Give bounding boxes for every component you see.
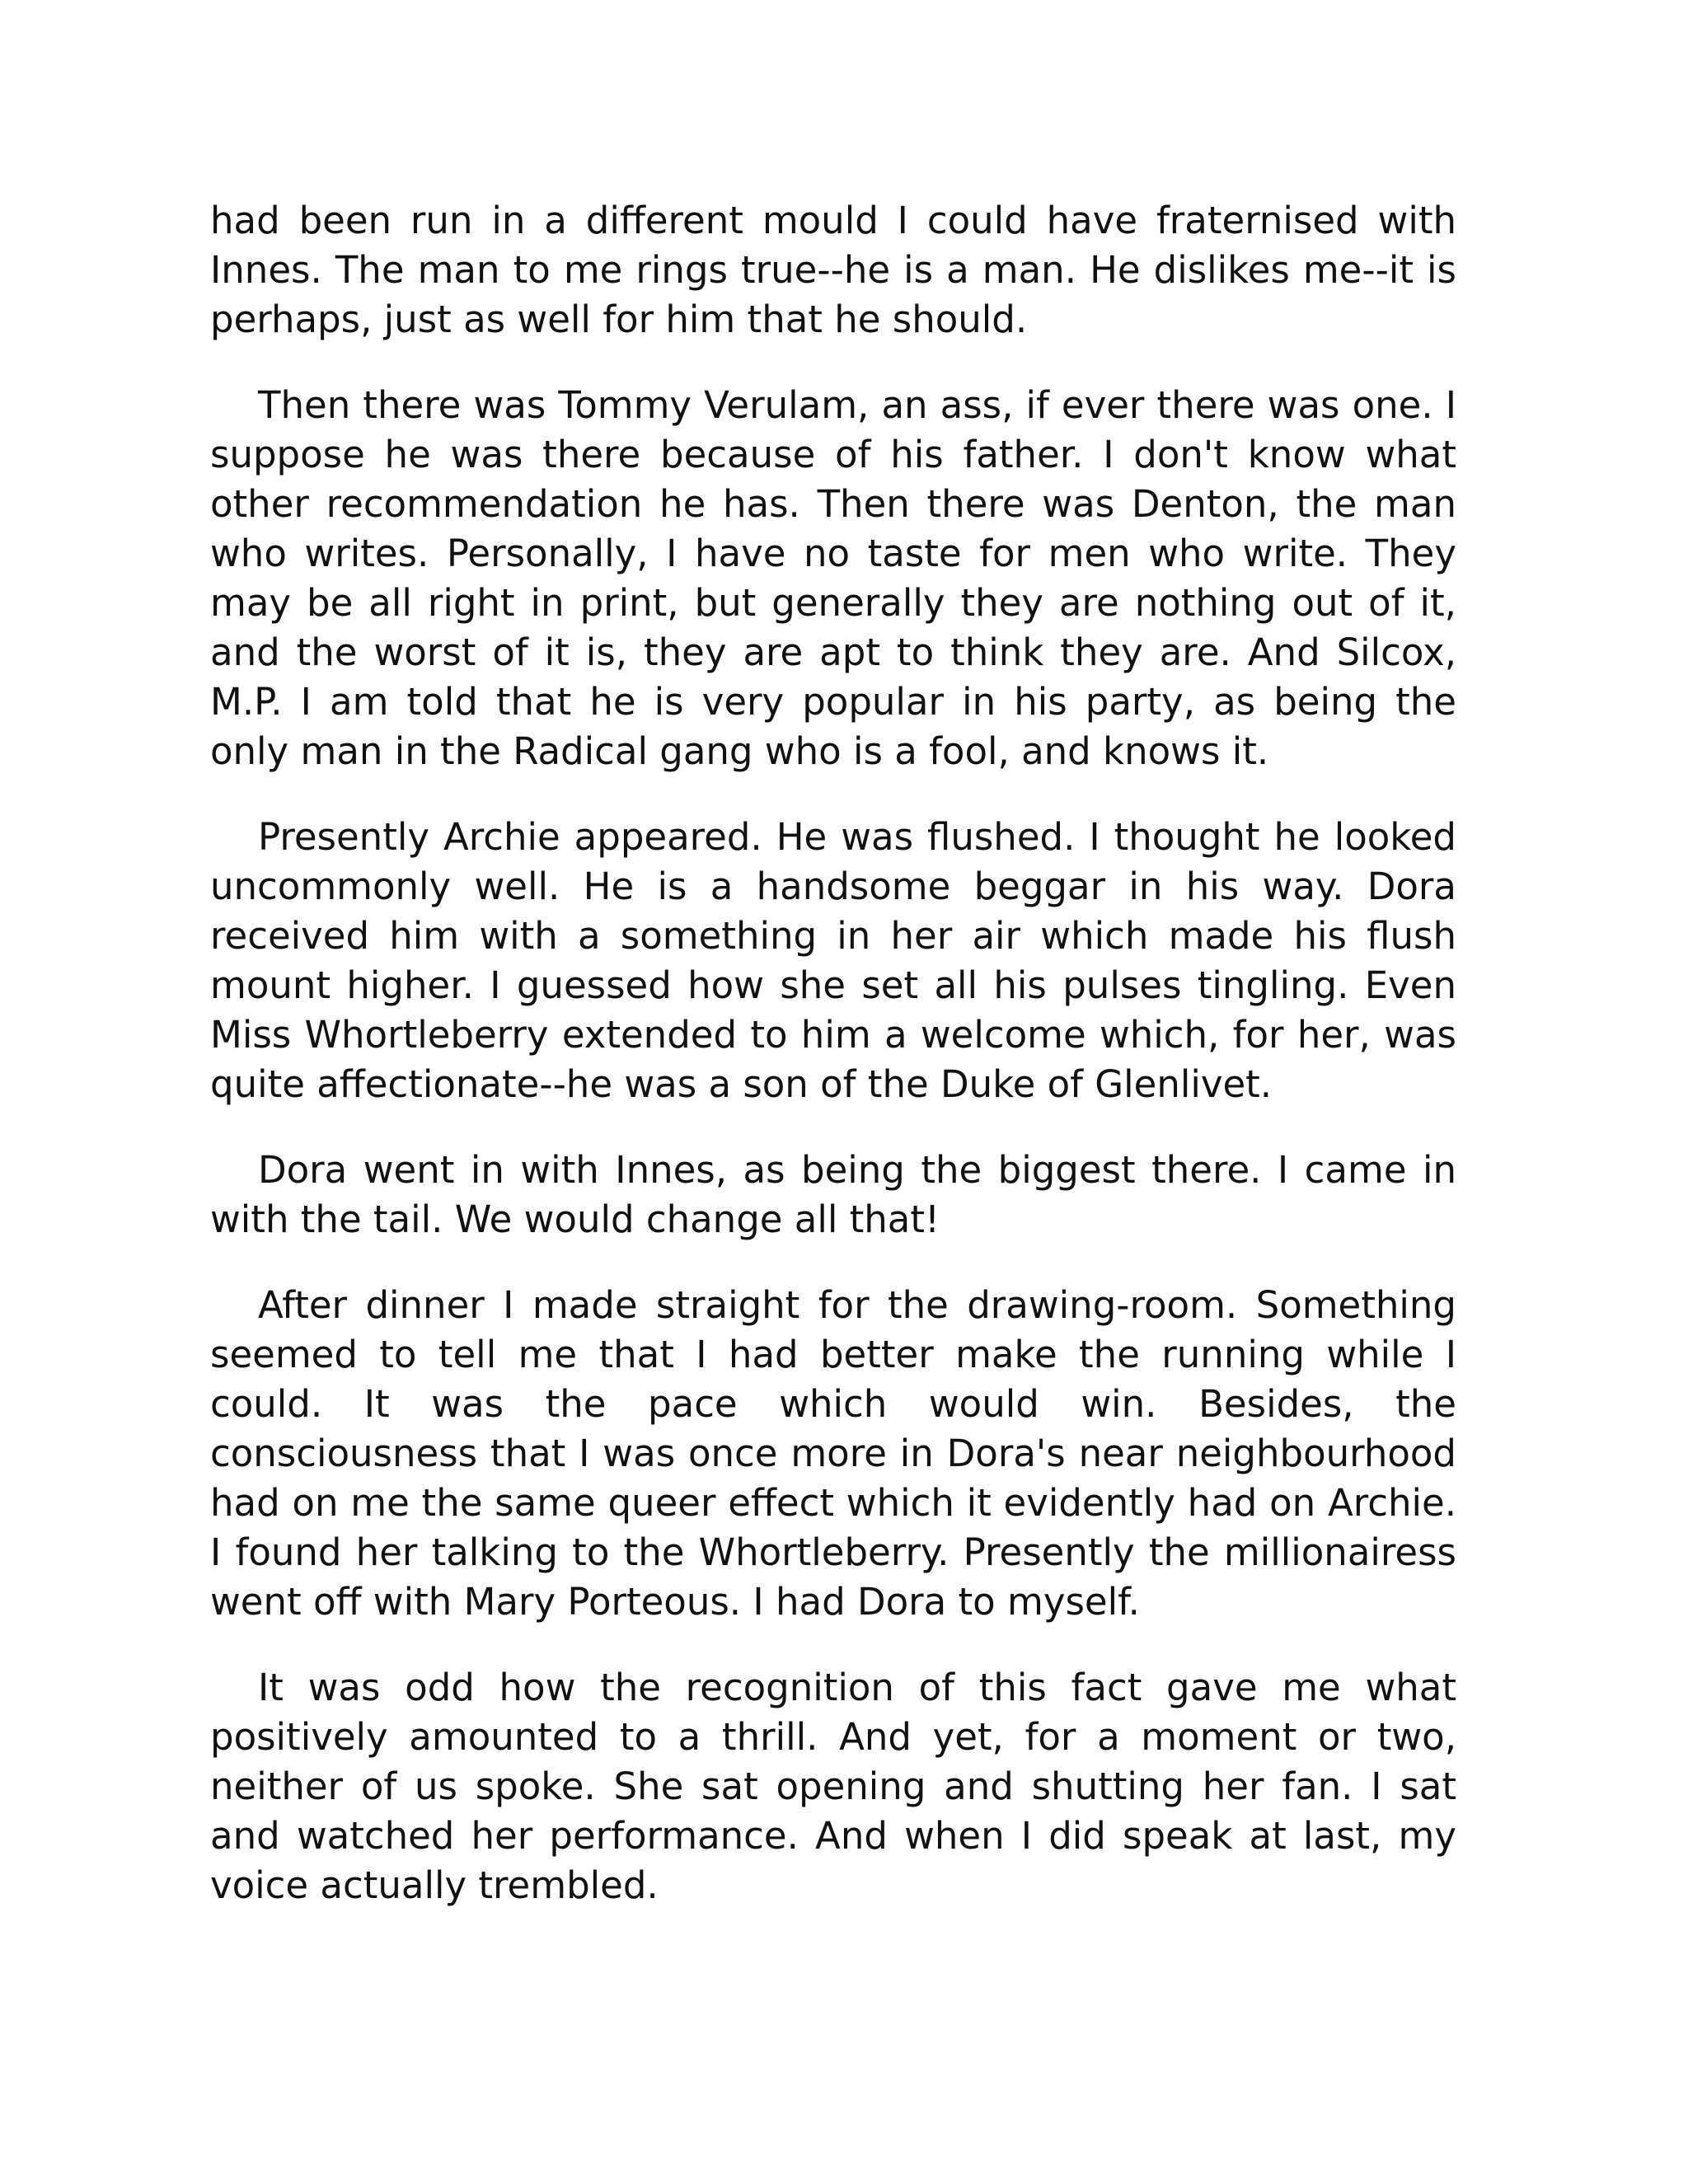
paragraph-guests: Then there was Tommy Verulam, an ass, if ever there was one. I suppose he was there because of his father. I don't know what other recommendation he has. Then there was Denton, the man who writes. Personally, I have no taste for men who write. They may be all right in print, but generally they are nothing out of it, and the worst of it is, they are apt to think they are. And Silcox, M.P. I am told that he is very popular in his party, as being the only man in the Radical gang who is a fool, and knows it. bbox=[210, 383, 1456, 773]
paragraph-drawing-room: After dinner I made straight for the drawing-room. Something seemed to tell me that I had better make the running while I could. It was the pace which would win. Besides, the consciousness that I was once more in Dora's near neighbourhood had on me the same queer effect which it evidently had on Archie. I found her talking to the Whortleberry. Presently the millionairess went off with Mary Porteous. I had Dora to myself. bbox=[210, 1283, 1456, 1624]
document-page bbox=[210, 196, 1456, 1947]
paragraph-dinner: Dora went in with Innes, as being the biggest there. I came in with the tail. We would change all that! bbox=[210, 1148, 1456, 1241]
paragraph-thrill: It was odd how the recognition of this fact gave me what positively amounted to a thrill. And yet, for a moment or two, neither of us spoke. She sat opening and shutting her fan. I sat and watched her performance. And when I did speak at last, my voice actually trembled. bbox=[210, 1666, 1456, 1907]
paragraph-continued: had been run in a different mould I could have fraternised with Innes. The man to me rings true--he is a man. He dislikes me--it is perhaps, just as well for him that he should. bbox=[210, 199, 1456, 341]
paragraph-archie-arrives: Presently Archie appeared. He was flushed. I thought he looked uncommonly well. He is a handsome beggar in his way. Dora received him with a something in her air which made his flush mount higher. I guessed how she set all his pulses tingling. Even Miss Whortleberry extended to him a welcome which, for her, was quite affectionate--he was a son of the Duke of Glenlivet. bbox=[210, 815, 1456, 1106]
